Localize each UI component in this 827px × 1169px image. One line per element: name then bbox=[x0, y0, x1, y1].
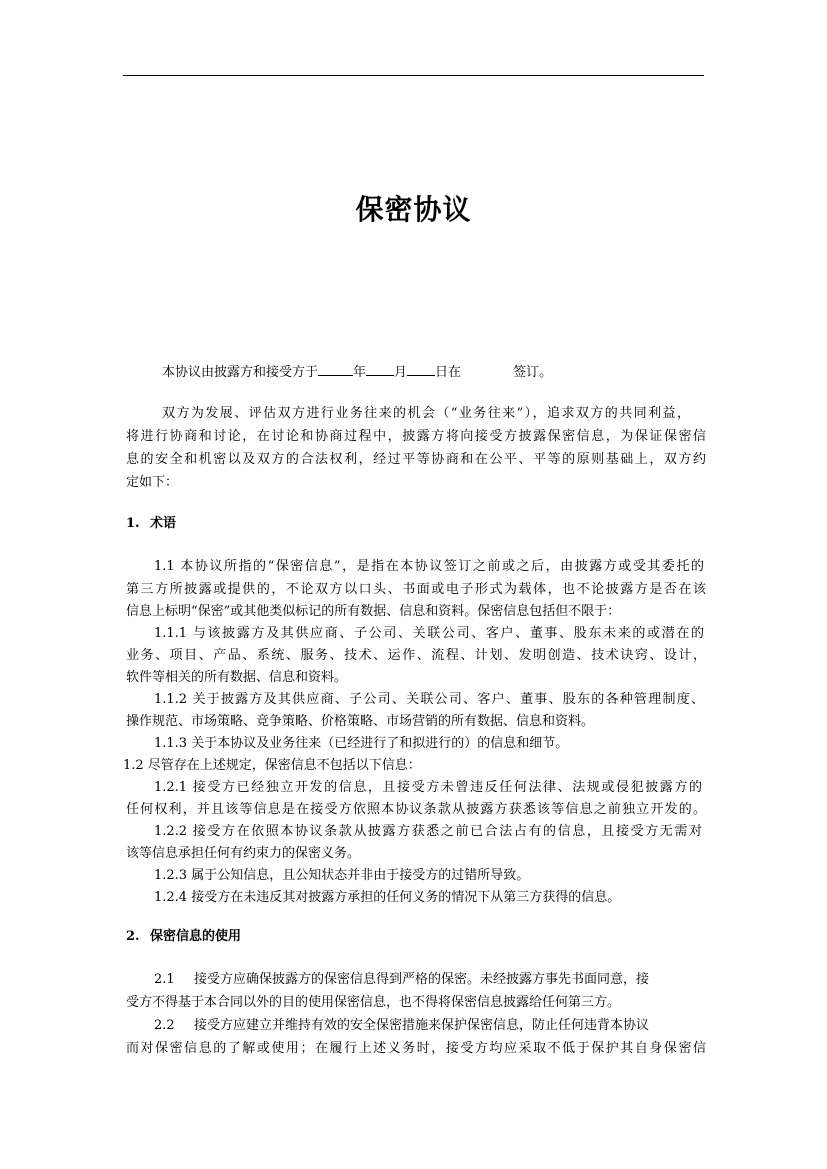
section-1-heading bbox=[126, 514, 176, 534]
clause-line bbox=[154, 1016, 704, 1036]
clause-2-1-number: 2.1 bbox=[154, 972, 175, 987]
header-rule bbox=[123, 75, 704, 76]
intro-prefix: 本协议由披露方和接受方于 bbox=[162, 365, 319, 380]
intro-signed: 签订。 bbox=[513, 365, 553, 380]
clause-line: 而对保密信息的了解或使用；在履行上述义务时，接受方均应采取不低于保护其自身保密信 bbox=[126, 1041, 706, 1056]
section-2-title: 保密信息的使用 bbox=[150, 929, 242, 944]
preamble-line: 定如下： bbox=[126, 475, 179, 490]
intro-line bbox=[162, 361, 662, 383]
clause-line: 软件等相关的所有数据、信息和资料。 bbox=[126, 670, 348, 685]
clause-line: 1.2.4 接受方在未违反其对披露方承担的任何义务的情况下从第三方获得的信息。 bbox=[154, 890, 621, 905]
clause-2-2-number: 2.2 bbox=[154, 1018, 175, 1033]
document-title: 保密协议 bbox=[355, 193, 472, 226]
intro-day: 日在 bbox=[435, 365, 462, 380]
section-1-title: 术语 bbox=[150, 516, 177, 531]
clause-line: 1.2.3 属于公知信息，且公知状态并非由于接受方的过错所导致。 bbox=[154, 868, 530, 883]
clause-line bbox=[154, 970, 704, 990]
clause-line: 1.1 本协议所指的“保密信息”，是指在本协议签订之前或之后，由披露方或受其委托的 bbox=[154, 559, 704, 574]
clause-line: 1.2.2 接受方在依照本协议条款从披露方获悉之前已合法占有的信息，且接受方无需对 bbox=[154, 824, 702, 839]
clause-line: 信息上标明“保密”或其他类似标记的所有数据、信息和资料。保密信息包括但不限于： bbox=[126, 604, 621, 619]
preamble-line: 将进行协商和讨论，在讨论和协商过程中，披露方将向接受方披露保密信息，为保证保密信 bbox=[126, 429, 706, 444]
section-2-number: 2. bbox=[126, 929, 140, 944]
clause-line: 任何权利，并且该等信息是在接受方依照本协议条款从披露方获悉该等信息之前独立开发的。 bbox=[126, 802, 706, 817]
month-blank bbox=[366, 361, 394, 376]
section-2-heading bbox=[126, 927, 241, 947]
clause-line: 1.2 尽管存在上述规定，保密信息不包括以下信息： bbox=[123, 758, 421, 773]
preamble-line: 息的安全和机密以及双方的合法权利，经过平等协商和在公平、平等的原则基础上，双方约 bbox=[126, 452, 706, 467]
clause-line: 1.1.3 关于本协议及业务往来（已经进行了和拟进行的）的信息和细节。 bbox=[154, 736, 569, 751]
clause-line: 第三方所披露或提供的，不论双方以口头、书面或电子形式为载体，也不论披露方是否在该 bbox=[126, 582, 706, 597]
clause-line: 业务、项目、产品、系统、服务、技术、运作、流程、计划、发明创造、技术诀窍、设计， bbox=[126, 648, 706, 663]
preamble-line: 双方为发展、评估双方进行业务往来的机会（“业务往来”），追求双方的共同利益， bbox=[162, 406, 690, 421]
intro-month: 月 bbox=[394, 365, 408, 380]
year-blank bbox=[318, 361, 353, 376]
clause-2-2-text: 接受方应建立并维持有效的安全保密措施来保护保密信息，防止任何违背本协议 bbox=[194, 1018, 650, 1033]
clause-line: 该等信息承担任何有约束力的保密义务。 bbox=[126, 846, 361, 861]
clause-2-1-text: 接受方应确保披露方的保密信息得到严格的保密。未经披露方事先书面同意，接 bbox=[194, 972, 650, 987]
clause-line: 1.1.2 关于披露方及其供应商、子公司、关联公司、客户、董事、股东的各种管理制度、 bbox=[154, 692, 704, 707]
clause-line: 1.1.1 与该披露方及其供应商、子公司、关联公司、客户、董事、股东未来的或潜在的 bbox=[154, 626, 704, 641]
intro-year: 年 bbox=[353, 365, 367, 380]
clause-line: 操作规范、市场策略、竞争策略、价格策略、市场营销的所有数据、信息和资料。 bbox=[126, 714, 595, 729]
section-1-number: 1. bbox=[126, 516, 140, 531]
clause-line: 受方不得基于本合同以外的目的使用保密信息，也不得将保密信息披露给任何第三方。 bbox=[126, 995, 621, 1010]
day-blank bbox=[407, 361, 435, 376]
clause-line: 1.2.1 接受方已经独立开发的信息，且接受方未曾违反任何法律、法规或侵犯披露方的 bbox=[154, 780, 702, 795]
